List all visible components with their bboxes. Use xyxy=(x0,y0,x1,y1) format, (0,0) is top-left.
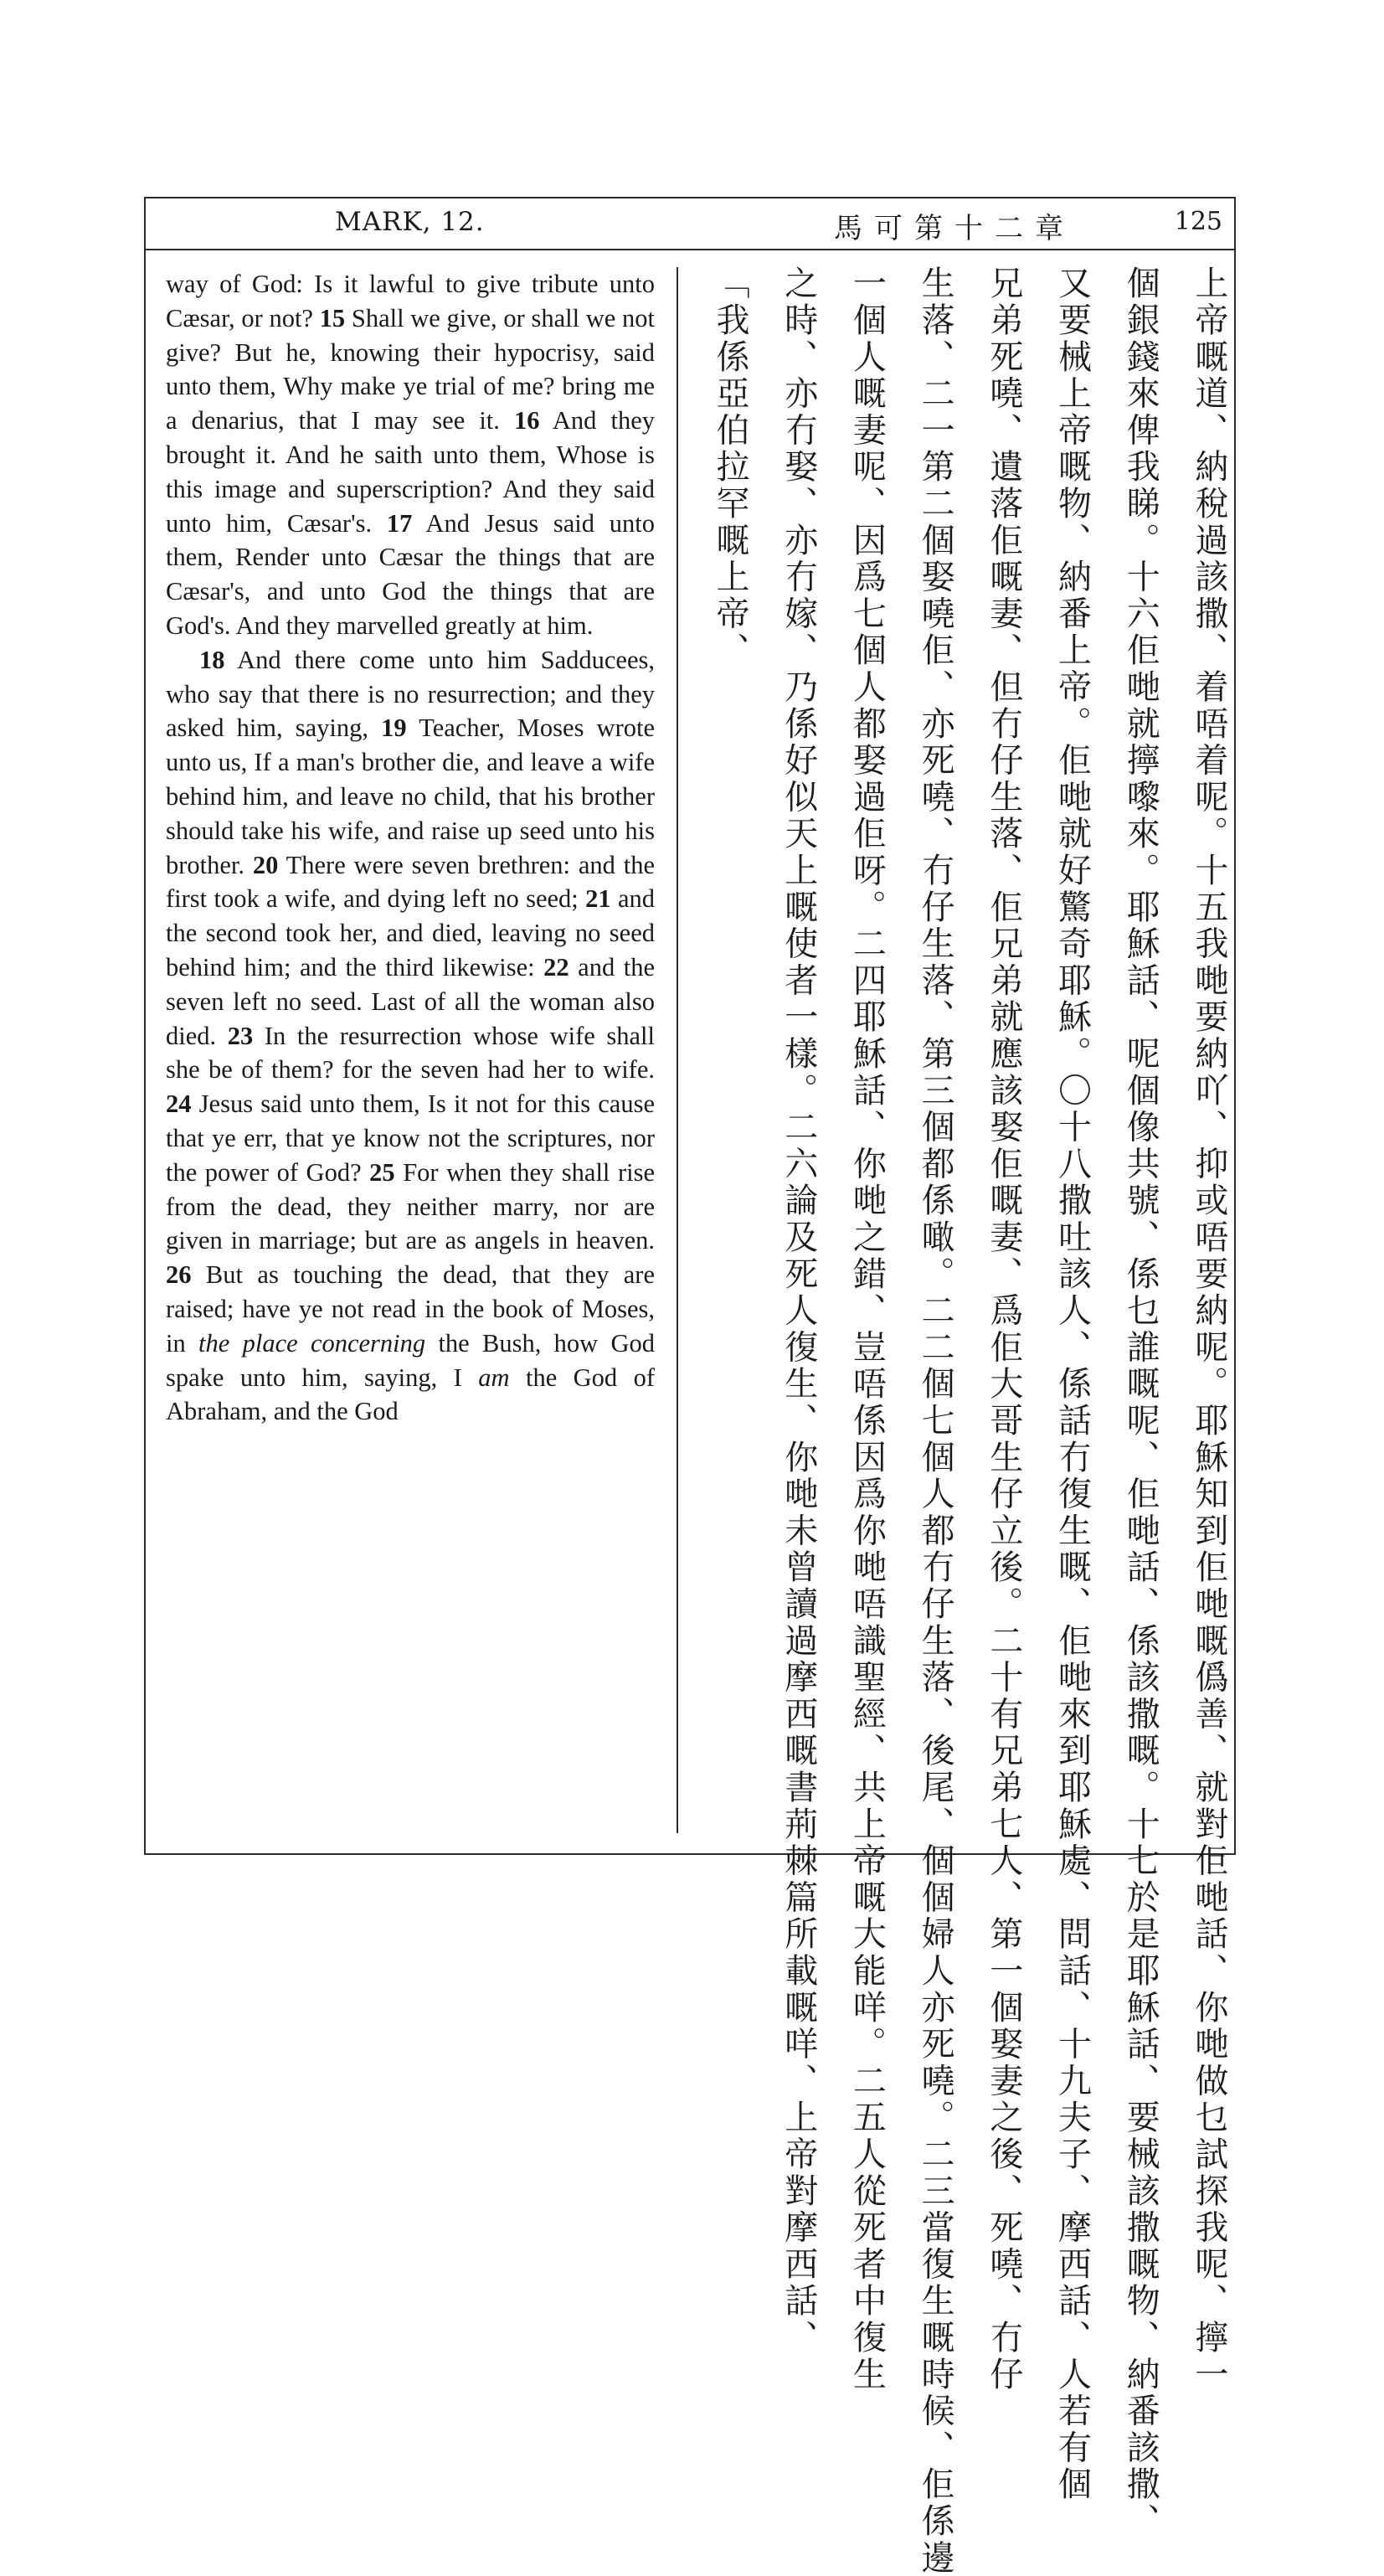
chinese-text-line: 一個人嘅妻呢、因爲七個人都娶過佢呀。二四耶穌話、你哋之錯、豈唔係因爲你哋唔識聖經、共上帝嘅大能咩。二五人從死者中復生 xyxy=(847,265,887,2393)
verse-number: 22 xyxy=(543,952,569,981)
verse-number: 18 xyxy=(199,645,225,674)
verse-text: And there come unto him Sadducees, who say that there is no resurrection; and they asked him, saying, xyxy=(166,645,655,743)
verse-number: 20 xyxy=(252,850,279,879)
chinese-text-line: 「我係亞伯拉罕嘅上帝、 xyxy=(711,265,749,669)
page-number: 125 xyxy=(1174,207,1222,236)
verse-text: Shall we give, or shall we not give? But he, knowing their hypocrisy, said unto them, Why make ye trial of me? bring me a denarius, that I may see it. xyxy=(166,303,655,435)
chinese-text-column xyxy=(698,265,1228,2576)
verse-text: And they brought it. And he saith unto them, Whose is this image and superscription? And they said unto him, Cæsar's. xyxy=(166,406,655,538)
verse-number: 24 xyxy=(166,1090,192,1119)
verse-text: And Jesus said unto them, Render unto Cæsar the things that are Cæsar's, and unto God the things that are God's. And they marvelled greatly at him. xyxy=(166,508,655,640)
verse-text: the place concerning xyxy=(198,1328,426,1358)
verse-text: the Bush, how God spake unto him, saying, I xyxy=(166,1328,656,1392)
verse-text: There were seven brethren: and the first took a wife, and dying left no seed; xyxy=(166,850,655,914)
verse-text: For when they shall rise from the dead, they neither marry, nor are given in marriage; but are as angels in heaven. xyxy=(166,1157,655,1255)
chinese-text-line: 上帝嘅道、納稅過該撒、着唔着呢。十五我哋要納吖、抑或唔要納呢。耶穌知到佢哋嘅僞善、就對佢哋話、你哋做乜試探我呢、擰一 xyxy=(1189,265,1228,2393)
verse-number: 23 xyxy=(227,1021,254,1050)
verse-text: and the seven left no seed. Last of all the woman also died. xyxy=(166,952,655,1050)
english-running-title: MARK, 12. xyxy=(335,207,485,237)
english-paragraph xyxy=(166,267,655,643)
chinese-text-line: 兄弟死嘵、遺落佢嘅妻、但冇仔生落、佢兄弟就應該娶佢嘅妻、爲佢大哥生仔立後。二十有兄弟七人、第一個娶妻之後、死嘵、冇仔 xyxy=(984,265,1023,2393)
chinese-running-title: 馬可第十二章 xyxy=(834,212,1075,245)
verse-text: the God of Abraham, and the God xyxy=(166,1363,656,1426)
verse-number: 19 xyxy=(381,714,407,743)
verse-number: 26 xyxy=(166,1260,192,1290)
verse-number: 17 xyxy=(386,508,413,538)
chinese-text-line: 又要械上帝嘅物、納番上帝。佢哋就好驚奇耶穌。〇十八撒吐該人、係話冇復生嘅、佢哋來到耶穌處、問話、十九夫子、摩西話、人若有個 xyxy=(1052,265,1092,2503)
verse-number: 25 xyxy=(369,1157,395,1187)
page-frame xyxy=(144,197,1236,2576)
chinese-text-line: 生落、二一第二個娶嘵佢、亦死嘵、冇仔生落、第三個都係噉。二二個七個人都冇仔生落、後尾、個個婦人亦死嘵。二三當復生嘅時候、佢係邊 xyxy=(916,265,955,2576)
verse-text: Teacher, Moses wrote unto us, If a man's brother die, and leave a wife behind him, and leave no child, that his brother should take his wife, and raise up seed unto his brother. xyxy=(166,714,655,879)
verse-text: am xyxy=(478,1363,510,1392)
verse-number: 21 xyxy=(585,884,611,914)
verse-text: Jesus said unto them, Is it not for this cause that ye err, that ye know not the scriptures, nor the power of God? xyxy=(166,1090,655,1187)
chinese-text-line: 個銀錢來俾我睇。十六佢哋就擰嚟來。耶穌話、呢個像共號、係乜誰嘅呢、佢哋話、係該撒嘅。十七於是耶穌話、要械該撒嘅物、納番該撒、 xyxy=(1121,265,1160,2540)
verse-number: 16 xyxy=(513,406,540,435)
verse-text: way of God: Is it lawful to give tribute unto Cæsar, or not? xyxy=(166,270,655,332)
running-head xyxy=(146,198,1234,250)
column-divider xyxy=(677,267,678,1833)
verse-text: In the resurrection whose wife shall she be of them? for the seven had her to wife. xyxy=(166,1021,655,1084)
chinese-text-line: 之時、亦冇娶、亦冇嫁、乃係好似天上嘅使者一樣。二六論及死人復生、你哋未曾讀過摩西嘅書荊棘篇所載嘅咩、上帝對摩西話、 xyxy=(779,265,818,2357)
english-paragraph xyxy=(166,643,655,1429)
verse-number: 15 xyxy=(319,303,346,332)
english-text-column xyxy=(166,267,655,1429)
verse-text: and the second took her, and died, leaving no seed behind him; and the third likewise: xyxy=(166,884,655,981)
verse-text: But as touching the dead, that they are raised; have ye not read in the book of Moses, in xyxy=(166,1260,655,1358)
